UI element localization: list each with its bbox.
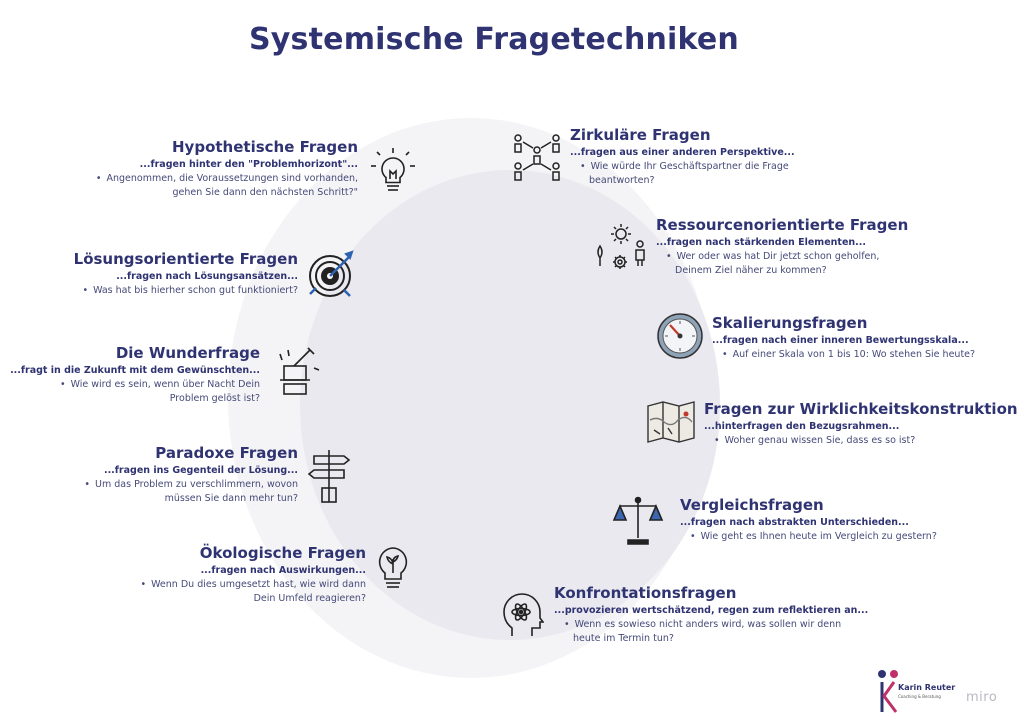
item-subtitle: ...fragen nach Lösungsansätzen... xyxy=(116,271,298,282)
item-question: • Wenn es sowieso nicht anders wird, was sollen wir denn heute im Termin tun? xyxy=(564,619,842,644)
item-subtitle: ...fragen ins Gegenteil der Lösung... xyxy=(103,465,298,476)
item-question: • Wenn Du dies umgesetzt hast, wie wird dann Dein Umfeld reagieren? xyxy=(140,579,366,604)
item-skalierungsfragen xyxy=(712,314,975,362)
item-subtitle: ...fragen nach abstrakten Unterschieden... xyxy=(680,517,909,528)
item-subtitle: ...fragen nach einer inneren Bewertungsskala... xyxy=(712,335,969,346)
item-subtitle: ...fragen hinter den "Problemhorizont"... xyxy=(139,159,358,170)
head-atom-icon xyxy=(500,592,544,638)
item-heading: Ressourcenorientierte Fragen xyxy=(656,216,909,234)
magic-hat-icon xyxy=(274,346,322,396)
logo-name: Karin Reuter xyxy=(898,683,956,692)
item-subtitle: ...hinterfragen den Bezugsrahmen... xyxy=(704,421,900,432)
map-icon xyxy=(646,400,696,444)
page-title: Systemische Fragetechniken xyxy=(249,22,739,57)
item-konfrontationsfragen xyxy=(554,584,868,646)
item-subtitle: ...fragen aus einer anderen Perspektive... xyxy=(570,147,795,158)
eco-bulb-icon xyxy=(376,546,410,592)
item-heading: Fragen zur Wirklichkeitskonstruktion xyxy=(704,400,1018,418)
target-icon xyxy=(306,250,356,300)
item-heading: Konfrontationsfragen xyxy=(554,584,737,602)
item-subtitle: ...fragen nach Auswirkungen... xyxy=(200,565,366,576)
item-question: • Wer oder was hat Dir jetzt schon geholfen, Deinem Ziel näher zu kommen? xyxy=(666,251,880,276)
item-wunderfrage xyxy=(10,344,260,406)
item-question: • Auf einer Skala von 1 bis 10: Wo stehen Sie heute? xyxy=(722,349,976,360)
miro-watermark: miro xyxy=(966,690,998,705)
item-subtitle: ...fragt in die Zukunft mit dem Gewünschten... xyxy=(10,365,260,376)
item-heading: Skalierungsfragen xyxy=(712,314,868,332)
item-question: • Wie geht es Ihnen heute im Vergleich zu gestern? xyxy=(690,531,937,542)
item-heading: Zirkuläre Fragen xyxy=(570,126,711,144)
item-zirkulaere-fragen xyxy=(570,126,795,188)
item-subtitle: ...fragen nach stärkenden Elementen... xyxy=(656,237,866,248)
item-paradoxe-fragen xyxy=(84,444,298,506)
item-subtitle: ...provozieren wertschätzend, regen zum reflektieren an... xyxy=(554,605,869,616)
gauge-icon xyxy=(656,312,704,360)
item-wirklichkeitskonstruktion xyxy=(704,400,1018,448)
logo-tagline: Coaching & Beratung xyxy=(898,694,941,699)
item-question: • Woher genau wissen Sie, dass es so ist? xyxy=(714,435,916,446)
item-ressourcenorientierte-fragen xyxy=(656,216,908,278)
item-heading: Ökologische Fragen xyxy=(199,544,366,562)
item-heading: Lösungsorientierte Fragen xyxy=(73,250,298,268)
karin-reuter-logo xyxy=(876,668,950,716)
signpost-icon xyxy=(306,448,352,504)
item-question: • Wie würde Ihr Geschäftspartner die Frage beantworten? xyxy=(580,161,789,186)
item-heading: Vergleichsfragen xyxy=(680,496,824,514)
item-question: • Wie wird es sein, wenn über Nacht Dein Problem gelöst ist? xyxy=(59,379,260,404)
item-vergleichsfragen xyxy=(680,496,937,544)
item-heading: Hypothetische Fragen xyxy=(172,138,358,156)
item-heading: Die Wunderfrage xyxy=(115,344,260,362)
people-network-icon xyxy=(510,132,564,182)
item-oekologische-fragen xyxy=(140,544,366,606)
lightbulb-icon xyxy=(368,146,418,196)
item-loesungsorientierte-fragen xyxy=(74,250,298,298)
item-question: • Was hat bis hierher schon gut funktioniert? xyxy=(82,285,298,296)
item-hypothetische-fragen xyxy=(96,138,358,200)
scale-icon xyxy=(612,494,664,548)
item-question: • Um das Problem zu verschlimmern, wovon müssen Sie dann mehr tun? xyxy=(84,479,298,504)
resources-icon xyxy=(594,222,648,274)
item-question: • Angenommen, die Voraussetzungen sind vorhanden, gehen Sie dann den nächsten Schritt?" xyxy=(95,173,358,198)
item-heading: Paradoxe Fragen xyxy=(155,444,298,462)
